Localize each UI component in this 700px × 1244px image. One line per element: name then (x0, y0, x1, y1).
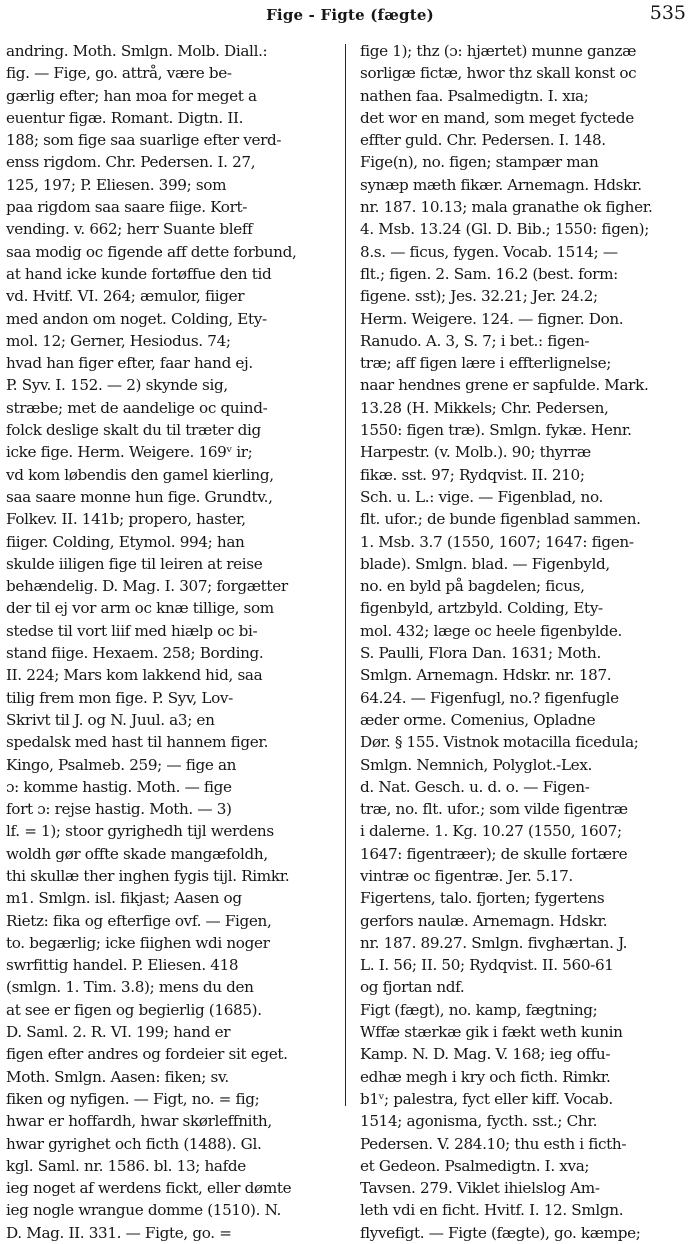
text-line: hwar gyrighet och ficth (1488). Gl. (6, 1134, 262, 1153)
text-line: vd. Hvitf. VI. 264; æmulor, fiiger (6, 287, 245, 306)
text-line: II. 224; Mars kom lakkend hid, saa (6, 666, 263, 685)
text-line: m1. Smlgn. isl. fikjast; Aasen og (6, 889, 242, 908)
text-line: Herm. Weigere. 124. — figner. Don. (360, 309, 624, 328)
text-line: 8.s. — ficus, fygen. Vocab. 1514; — (360, 242, 618, 261)
text-line: Dør. § 155. Vistnok motacilla ficedula; (360, 733, 639, 752)
text-line: Figertens, talo. fjorten; fygertens (360, 889, 605, 908)
text-line: swrfittig handel. P. Eliesen. 418 (6, 956, 239, 975)
text-line: edhæ megh i kry och ficth. Rimkr. (360, 1067, 611, 1086)
text-line: icke fige. Herm. Weigere. 169ᵛ ir; (6, 443, 253, 462)
text-line: træ; aff figen lære i effterlignelse; (360, 354, 611, 373)
text-line: gerfors naulæ. Arnemagn. Hdskr. (360, 911, 608, 930)
text-line: Figt (fægt), no. kamp, fægtning; (360, 1000, 598, 1019)
text-line: nr. 187. 10.13; mala granathe ok figher. (360, 198, 653, 217)
text-line: mol. 12; Gerner, Hesiodus. 74; (6, 331, 231, 350)
text-line: med andon om noget. Colding, Ety- (6, 309, 267, 328)
running-head: Fige - Figte (fægte) (266, 6, 434, 24)
text-line: hwar er hoffardh, hwar skørleffnith, (6, 1112, 272, 1131)
text-line: euentur figæ. Romant. Digtn. II. (6, 108, 244, 127)
text-line: D. Mag. II. 331. — Figte, go. = (6, 1223, 232, 1242)
text-line: ieg nogle wrangue domme (1510). N. (6, 1201, 282, 1220)
text-line: fige 1); thz (ɔ: hjærtet) munne ganzæ (360, 42, 637, 60)
text-line: Rietz: fika og efterfige ovf. — Figen, (6, 911, 272, 930)
text-line: hvad han figer efter, faar hand ej. (6, 354, 253, 373)
text-line: æder orme. Comenius, Opladne (360, 710, 596, 729)
text-line: Fige(n), no. figen; stampær man (360, 153, 599, 172)
text-line: stedse til vort liif med hiælp oc bi- (6, 621, 258, 640)
text-line: der til ej vor arm oc knæ tillige, som (6, 599, 274, 618)
text-line: spedalsk med hast til hannem figer. (6, 733, 269, 752)
text-line: nr. 187. 89.27. Smlgn. fivghærtan. J. (360, 933, 628, 952)
text-line: naar hendnes grene er sapfulde. Mark. (360, 376, 649, 395)
text-line: 1550: figen træ). Smlgn. fykæ. Henr. (360, 421, 632, 440)
text-line: P. Syv. I. 152. — 2) skynde sig, (6, 376, 228, 395)
text-line: ɔ: komme hastig. Moth. — fige (6, 777, 232, 796)
text-line: stand fiige. Hexaem. 258; Bording. (6, 644, 264, 663)
text-line: synæp mæth fikær. Arnemagn. Hdskr. (360, 175, 642, 194)
text-line: Wffæ stærkæ gik i fækt weth kunin (360, 1023, 623, 1042)
right-column (360, 40, 691, 1244)
text-line: figene. sst); Jes. 32.21; Jer. 24.2; (360, 287, 598, 306)
text-line: sorligæ fictæ, hwor thz skall konst oc (360, 64, 637, 83)
text-line: vd kom løbendis den gamel kierling, (6, 465, 274, 484)
text-line: 1514; agonisma, fycth. sst.; Chr. (360, 1112, 598, 1131)
text-line: fiiger. Colding, Etymol. 994; han (6, 532, 245, 551)
page-number: 535 (649, 2, 686, 24)
text-line: Moth. Smlgn. Aasen: fiken; sv. (6, 1067, 229, 1086)
text-line: 64.24. — Figenfugl, no.? figenfugle (360, 688, 619, 707)
text-line: Folkev. II. 141b; propero, haster, (6, 510, 246, 529)
text-line: nathen faa. Psalmedigtn. I. xɪa; (360, 86, 589, 105)
text-line: Tavsen. 279. Viklet ihielslog Am- (360, 1179, 600, 1198)
text-line: figenbyld, artzbyld. Colding, Ety- (360, 599, 603, 618)
text-line: paa rigdom saa saare fiige. Kort- (6, 198, 248, 217)
text-line: og fjortan ndf. (360, 978, 465, 997)
page-header (0, 0, 700, 36)
text-line: mol. 432; læge oc heele figenbylde. (360, 621, 622, 640)
text-line: folck deslige skalt du til træter dig (6, 421, 261, 440)
text-line: fikæ. sst. 97; Rydqvist. II. 210; (360, 465, 585, 484)
text-line: andring. Moth. Smlgn. Molb. Diall.: (6, 42, 268, 60)
text-line: Skrivt til J. og N. Juul. a3; en (6, 710, 215, 729)
text-line: to. begærlig; icke fiighen wdi noger (6, 933, 270, 952)
text-line: skulde iiligen fige til leiren at reise (6, 554, 263, 573)
text-line: Kingo, Psalmeb. 259; — fige an (6, 755, 237, 774)
text-line: fiken og nyfigen. — Figt, no. = fig; (6, 1089, 260, 1108)
text-line: saa saare monne hun fige. Grundtv., (6, 487, 273, 506)
text-line: flt.; figen. 2. Sam. 16.2 (best. form: (360, 264, 618, 283)
text-line: S. Paulli, Flora Dan. 1631; Moth. (360, 644, 601, 663)
text-line: Ranudo. A. 3, S. 7; i bet.: figen- (360, 331, 590, 350)
text-line: Smlgn. Arnemagn. Hdskr. nr. 187. (360, 666, 612, 685)
text-line: 4. Msb. 13.24 (Gl. D. Bib.; 1550: figen); (360, 220, 649, 239)
text-line: Smlgn. Nemnich, Polyglot.-Lex. (360, 755, 593, 774)
text-line: stræbe; met de aandelige oc quind- (6, 398, 268, 417)
text-line: Harpestr. (v. Molb.). 90; thyrræ (360, 443, 591, 462)
text-line: (smlgn. 1. Tim. 3.8); mens du den (6, 978, 254, 997)
text-line: woldh gør offte skade mangæfoldh, (6, 844, 268, 863)
text-line: enss rigdom. Chr. Pedersen. I. 27, (6, 153, 256, 172)
text-line: 188; som fige saa suarlige efter verd- (6, 131, 282, 150)
text-line: at hand icke kunde fortøffue den tid (6, 264, 272, 283)
text-line: D. Saml. 2. R. VI. 199; hand er (6, 1023, 231, 1042)
text-line: 1647: figentræer); de skulle fortære (360, 844, 628, 863)
text-line: fort ɔ: rejse hastig. Moth. — 3) (6, 800, 232, 819)
text-line: flt. ufor.; de bunde figenblad sammen. (360, 510, 641, 529)
text-line: 1. Msb. 3.7 (1550, 1607; 1647: figen- (360, 532, 634, 551)
text-line: Kamp. N. D. Mag. V. 168; ieg offu- (360, 1045, 611, 1064)
text-line: 125, 197; P. Eliesen. 399; som (6, 175, 227, 194)
text-line: vintræ oc figentræ. Jer. 5.17. (360, 866, 573, 885)
text-line: i dalerne. 1. Kg. 10.27 (1550, 1607; (360, 822, 622, 841)
text-line: lf. = 1); stoor gyrighedh tijl werdens (6, 822, 274, 841)
text-line: b1ᵛ; palestra, fyct eller kiff. Vocab. (360, 1089, 613, 1108)
text-line: blade). Smlgn. blad. — Figenbyld, (360, 554, 610, 573)
column-divider (345, 44, 346, 1106)
text-line: L. I. 56; II. 50; Rydqvist. II. 560-61 (360, 956, 614, 975)
text-line: at see er figen og begierlig (1685). (6, 1000, 262, 1019)
text-line: vending. v. 662; herr Suante bleff (6, 220, 253, 239)
text-line: effter guld. Chr. Pedersen. I. 148. (360, 131, 606, 150)
text-line: et Gedeon. Psalmedigtn. I. xva; (360, 1156, 590, 1175)
text-line: saa modig oc figende aff dette forbund, (6, 242, 297, 261)
text-line: Pedersen. V. 284.10; thu esth i ficth- (360, 1134, 627, 1153)
text-line: behændelig. D. Mag. I. 307; forgætter (6, 577, 288, 596)
text-line: ieg noget af werdens fickt, eller dømte (6, 1179, 292, 1198)
text-line: det wor en mand, som meget fyctede (360, 108, 634, 127)
text-line: thi skullæ ther inghen fygis tijl. Rimkr. (6, 866, 290, 885)
text-line: gærlig efter; han moa for meget a (6, 86, 257, 105)
text-line: leth vdi en ficht. Hvitf. I. 12. Smlgn. (360, 1201, 624, 1220)
text-line: kgl. Saml. nr. 1586. bl. 13; hafde (6, 1156, 246, 1175)
text-line: figen efter andres og fordeier sit eget. (6, 1045, 288, 1064)
left-column (6, 40, 337, 1244)
text-line: tilig frem mon fige. P. Syv, Lov- (6, 688, 233, 707)
text-line: træ, no. flt. ufor.; som vilde figentræ (360, 800, 628, 819)
text-line: flyvefigt. — Figte (fægte), go. kæmpe; (360, 1223, 641, 1242)
text-line: d. Nat. Gesch. u. d. o. — Figen- (360, 777, 590, 796)
text-line: no. en byld på bagdelen; ficus, (360, 577, 585, 596)
text-line: Sch. u. L.: vige. — Figenblad, no. (360, 487, 603, 506)
text-line: 13.28 (H. Mikkels; Chr. Pedersen, (360, 398, 609, 417)
text-line: fig. — Fige, go. attrå, være be- (6, 64, 232, 83)
